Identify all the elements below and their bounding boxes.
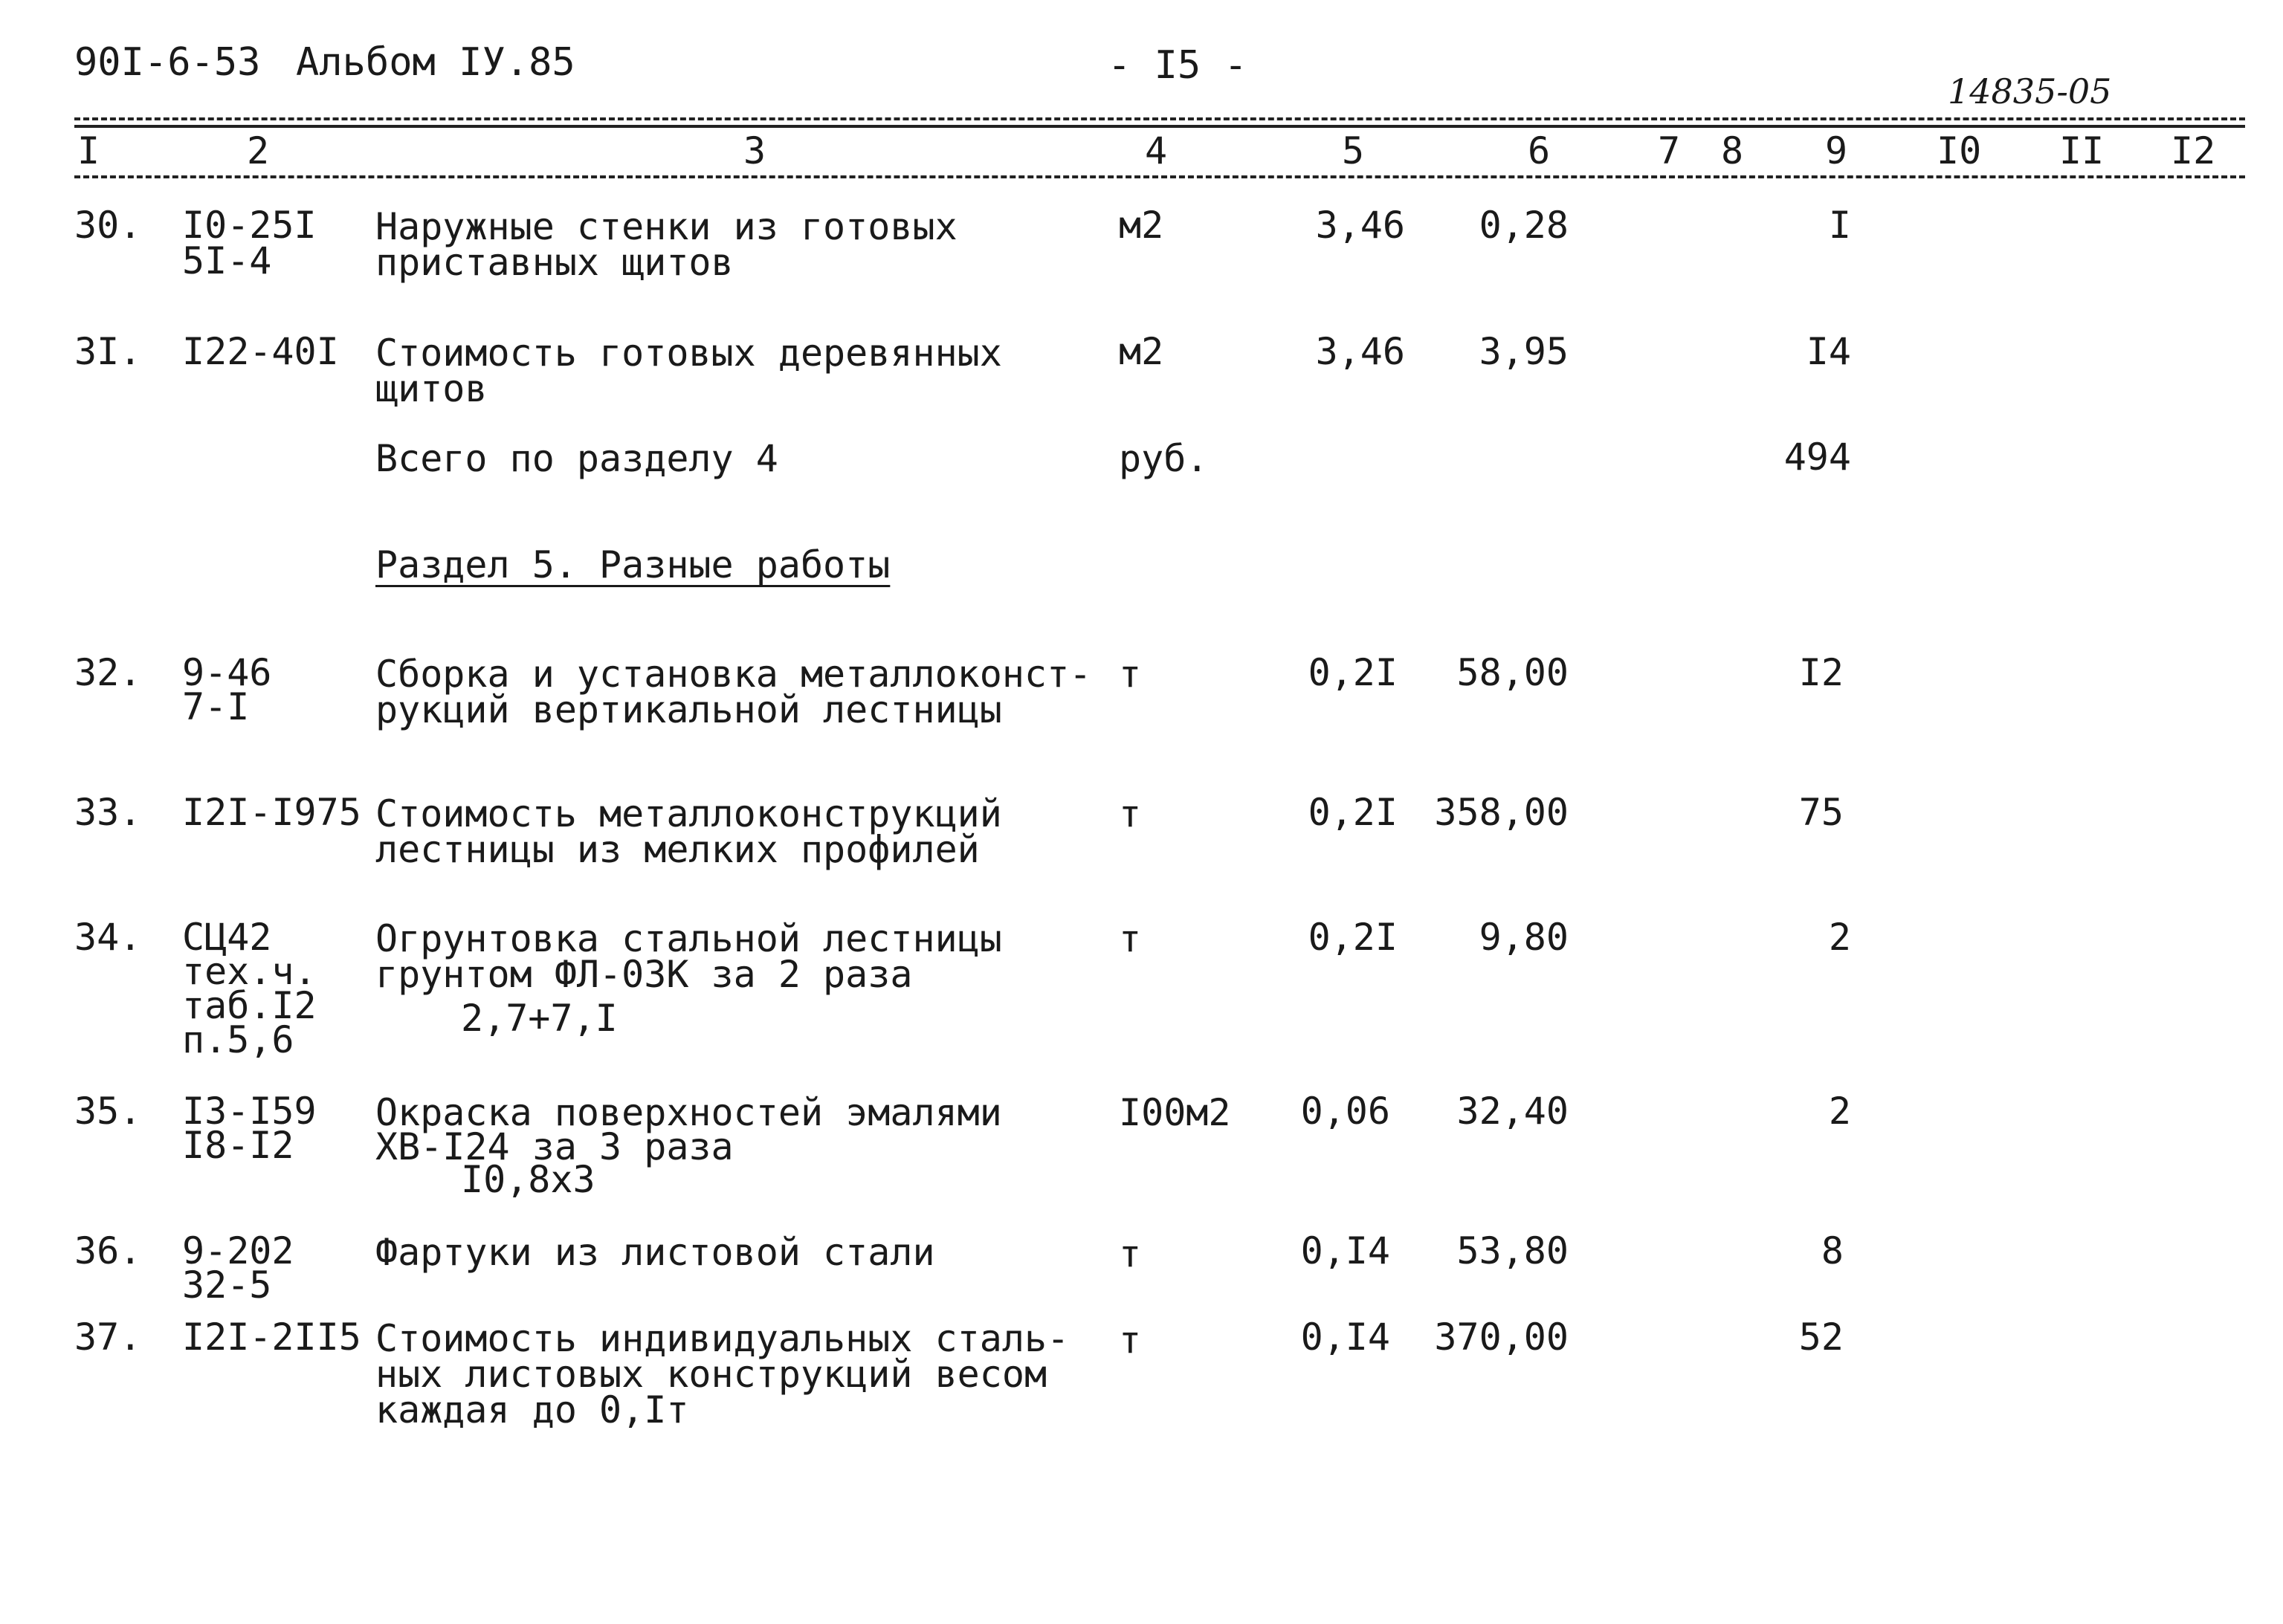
column-header-2: 2 bbox=[247, 129, 270, 172]
row-code: СЦ42 bbox=[182, 916, 272, 959]
row-price: 53,80 bbox=[1456, 1229, 1569, 1272]
row-code: I0-25I bbox=[182, 204, 317, 247]
row-quantity: 0,I4 bbox=[1300, 1229, 1390, 1272]
row-description: Стоимость металлоконструкций bbox=[375, 792, 1002, 835]
header-rule-top bbox=[74, 117, 2245, 120]
row-price: 9,80 bbox=[1479, 916, 1569, 959]
row-unit: I00м2 bbox=[1119, 1091, 1231, 1134]
row-description: Сборка и установка металлоконст- bbox=[375, 653, 1092, 696]
row-number: 33. bbox=[74, 791, 142, 834]
column-header-8: 8 bbox=[1721, 129, 1744, 172]
row-quantity: 0,2I bbox=[1308, 791, 1398, 834]
document-code: 90I-6-53 bbox=[74, 40, 261, 85]
row-description: Окраска поверхностей эмалями bbox=[375, 1091, 1002, 1134]
column-header-3: 3 bbox=[743, 129, 766, 172]
row-code: I22-40I bbox=[182, 330, 339, 373]
column-header-9: 9 bbox=[1825, 129, 1848, 172]
row-description: грунтом ФЛ-03К за 2 раза bbox=[375, 953, 913, 996]
row-unit: т bbox=[1119, 653, 1142, 696]
row-code: 9-202 bbox=[182, 1229, 294, 1272]
row-quantity: 0,06 bbox=[1300, 1090, 1390, 1133]
row-unit: м2 bbox=[1119, 330, 1164, 373]
section-total-unit: руб. bbox=[1119, 437, 1209, 480]
row-number: 32. bbox=[74, 651, 142, 694]
column-header-12: I2 bbox=[2171, 129, 2216, 172]
row-code: 32-5 bbox=[182, 1264, 272, 1307]
row-code: I2I-2II5 bbox=[182, 1316, 361, 1359]
row-quantity: 0,2I bbox=[1308, 651, 1398, 694]
row-price: 3,95 bbox=[1479, 330, 1569, 373]
row-code: таб.I2 bbox=[182, 984, 317, 1027]
page-number: - I5 - bbox=[1108, 43, 1247, 88]
row-code: I3-I59 bbox=[182, 1090, 317, 1133]
row-code: тех.ч. bbox=[182, 950, 317, 993]
header-rule-bottom bbox=[74, 175, 2245, 178]
row-price: 58,00 bbox=[1456, 651, 1569, 694]
row-description: рукций вертикальной лестницы bbox=[375, 688, 1002, 731]
header-rule-mid bbox=[74, 125, 2245, 128]
row-description: лестницы из мелких профилей bbox=[375, 828, 980, 871]
row-quantity: 3,46 bbox=[1315, 204, 1405, 247]
row-total: 2 bbox=[1828, 1090, 1851, 1133]
row-quantity: 0,2I bbox=[1308, 916, 1398, 959]
row-formula: I0,8x3 bbox=[461, 1158, 595, 1201]
row-description: ных листовых конструкций весом bbox=[375, 1353, 1047, 1396]
section-heading: Раздел 5. Разные работы bbox=[375, 543, 891, 586]
section-total-value: 494 bbox=[1783, 436, 1851, 479]
column-header-6: 6 bbox=[1528, 129, 1551, 172]
section-total-label: Всего по разделу 4 bbox=[375, 437, 778, 480]
row-unit: т bbox=[1119, 792, 1142, 835]
row-code: 5I-4 bbox=[182, 239, 272, 282]
row-description: приставных щитов bbox=[375, 241, 734, 284]
column-header-7: 7 bbox=[1658, 129, 1681, 172]
row-description: Фартуки из листовой стали bbox=[375, 1231, 935, 1274]
row-unit: м2 bbox=[1119, 204, 1164, 247]
handwritten-stamp: 14835-05 bbox=[1948, 71, 2112, 111]
row-code: 7-I bbox=[182, 685, 250, 728]
row-price: 370,00 bbox=[1434, 1316, 1569, 1359]
row-code: I2I-I975 bbox=[182, 791, 361, 834]
column-header-1: I bbox=[77, 129, 100, 172]
row-price: 32,40 bbox=[1456, 1090, 1569, 1133]
row-description: Стоимость готовых деревянных bbox=[375, 331, 1002, 375]
row-formula: 2,7+7,I bbox=[461, 997, 618, 1040]
column-header-11: II bbox=[2059, 129, 2105, 172]
row-number: 3I. bbox=[74, 330, 142, 373]
row-quantity: 3,46 bbox=[1315, 330, 1405, 373]
row-number: 35. bbox=[74, 1090, 142, 1133]
row-total: I2 bbox=[1798, 651, 1844, 694]
column-header-10: I0 bbox=[1937, 129, 1982, 172]
row-total: 2 bbox=[1828, 916, 1851, 959]
row-description: каждая до 0,Iт bbox=[375, 1388, 689, 1431]
column-header-4: 4 bbox=[1145, 129, 1168, 172]
row-total: 75 bbox=[1798, 791, 1844, 834]
album-label: Альбом IУ.85 bbox=[296, 40, 575, 85]
row-number: 30. bbox=[74, 204, 142, 247]
row-description: Наружные стенки из готовых bbox=[375, 205, 958, 248]
row-description: щитов bbox=[375, 367, 488, 410]
column-header-5: 5 bbox=[1342, 129, 1365, 172]
row-description: Огрунтовка стальной лестницы bbox=[375, 917, 1002, 960]
row-total: I bbox=[1828, 204, 1851, 247]
row-description: ХВ-I24 за 3 раза bbox=[375, 1125, 734, 1168]
row-unit: т bbox=[1119, 1319, 1142, 1362]
row-price: 0,28 bbox=[1479, 204, 1569, 247]
row-code: 9-46 bbox=[182, 651, 272, 694]
row-number: 34. bbox=[74, 916, 142, 959]
row-code: I8-I2 bbox=[182, 1124, 294, 1167]
row-code: п.5,6 bbox=[182, 1018, 294, 1061]
row-number: 36. bbox=[74, 1229, 142, 1272]
row-unit: т bbox=[1119, 1232, 1142, 1275]
row-number: 37. bbox=[74, 1316, 142, 1359]
row-unit: т bbox=[1119, 917, 1142, 960]
row-total: I4 bbox=[1806, 330, 1851, 373]
row-total: 8 bbox=[1821, 1229, 1844, 1272]
row-description: Стоимость индивидуальных сталь- bbox=[375, 1317, 1070, 1360]
row-quantity: 0,I4 bbox=[1300, 1316, 1390, 1359]
row-price: 358,00 bbox=[1434, 791, 1569, 834]
row-total: 52 bbox=[1798, 1316, 1844, 1359]
